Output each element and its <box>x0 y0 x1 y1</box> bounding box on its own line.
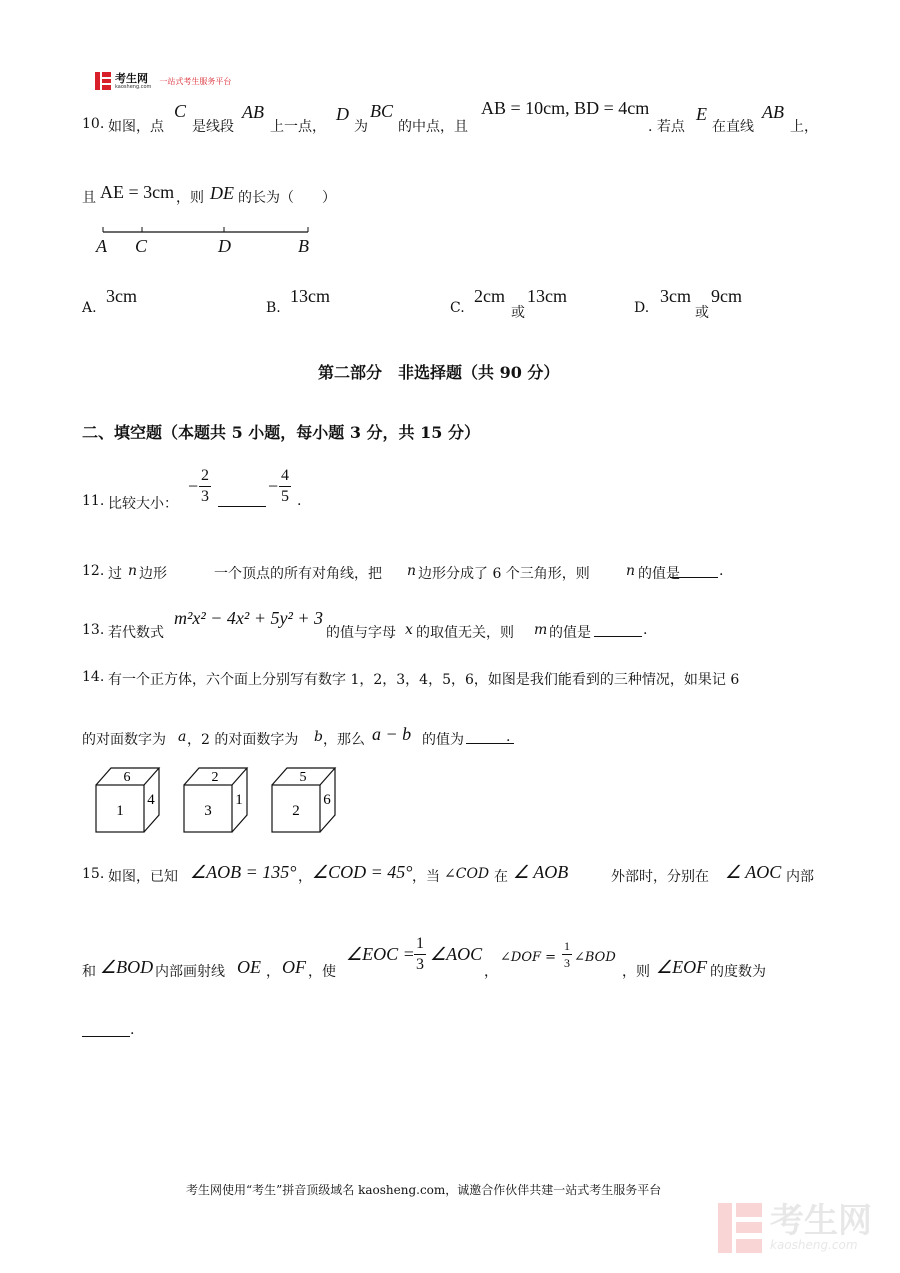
minus-sign: − <box>188 476 199 496</box>
option-value: 3cm <box>106 286 137 306</box>
numerator: 1 <box>564 939 570 953</box>
q15-math: ∠EOF <box>656 957 708 977</box>
part-title: 第二部分 非选择题（共 90 分） <box>318 363 560 382</box>
denominator: 3 <box>564 956 570 970</box>
point-label: A <box>96 236 107 256</box>
point-label: D <box>218 236 231 256</box>
q12-text: 边形分成了 6 个三角形，则 <box>418 566 590 582</box>
logo-url: kaosheng.com <box>115 83 152 90</box>
q10-text: 上， <box>790 119 818 135</box>
q15-math: ∠ AOB <box>513 862 569 882</box>
q15-text: ，使 <box>308 964 336 980</box>
q10-math: D <box>336 104 349 124</box>
q10-text: 的中点，且 <box>398 119 468 135</box>
q11-text: . <box>297 493 302 509</box>
option-letter: D. <box>634 300 650 316</box>
q10-math: AB <box>762 102 784 122</box>
q13-text: 的值是 <box>549 625 591 641</box>
cube-face-front: 2 <box>292 803 300 819</box>
q14-text: 有一个正方体，六个面上分别写有数字 1，2，3，4，5，6，如图是我们能看到的三种情况，如果记 6 <box>108 672 740 688</box>
denominator: 3 <box>201 488 209 505</box>
q10-text: 且 <box>82 190 96 206</box>
q11-text: 比较大小： <box>108 496 178 512</box>
q10-math: DE <box>210 183 234 203</box>
q10-text: 上一点， <box>270 119 326 135</box>
denominator: 5 <box>281 488 289 505</box>
q10-math: E <box>696 104 707 124</box>
numerator: 1 <box>414 934 426 955</box>
cube <box>271 766 341 836</box>
q14-text: ，那么 <box>323 732 365 748</box>
q15-text: 在 <box>494 869 508 885</box>
option-value: 3cm <box>660 286 691 306</box>
question-number: 13. <box>82 622 105 638</box>
numerator: 2 <box>199 466 211 487</box>
logo-icon <box>95 72 111 90</box>
watermark-name: 考生网 <box>770 1201 872 1241</box>
option-letter: B. <box>266 300 281 316</box>
q15-text: 外部时，分别在 <box>611 869 709 885</box>
q15-text: ，当 <box>412 869 440 885</box>
q15-math: ∠BOD <box>100 957 154 977</box>
q12-text: . <box>719 563 724 579</box>
q15-math: ∠AOC <box>430 944 483 964</box>
q10-text: 的长为（ ） <box>238 190 336 206</box>
fraction-one-third <box>414 934 426 975</box>
q10-math: C <box>174 101 187 121</box>
q15-math: ∠COD = 45° <box>312 862 413 882</box>
option-letter: C. <box>450 300 465 316</box>
denominator: 3 <box>416 956 424 973</box>
fraction-one-third <box>562 938 572 971</box>
q12-text: 过 <box>108 566 122 582</box>
q15-math: ∠COD <box>444 866 490 882</box>
fraction <box>279 466 291 507</box>
q10-math: BC <box>370 101 394 121</box>
q15-text: ， <box>266 964 280 980</box>
q10-equation: AE = 3cm <box>100 182 175 202</box>
option-or: 或 <box>695 305 709 321</box>
q10-text: 为 <box>354 119 368 135</box>
q12-math: n <box>128 563 138 579</box>
q10-equation: AB = 10cm, BD = 4cm <box>481 98 650 118</box>
q10-text: 是线段 <box>192 119 234 135</box>
q15-math: ∠DOF = <box>500 950 557 965</box>
q10-text: 在直线 <box>712 119 754 135</box>
q12-text: 一个顶点的所有对角线，把 <box>214 566 382 582</box>
cube-face-side: 1 <box>235 792 243 808</box>
cube-face-top: 2 <box>211 770 219 785</box>
logo-name: 考生网 <box>115 71 148 85</box>
q15-math: ∠ AOC <box>725 862 782 882</box>
q15-math: OF <box>282 957 306 977</box>
q15-math: ∠BOD <box>574 950 616 965</box>
answer-blank[interactable] <box>594 624 642 641</box>
q10-text: . 若点 <box>648 119 685 135</box>
q15-text: ，则 <box>622 964 650 980</box>
section-title: 二、填空题（本题共 5 小题，每小题 3 分，共 15 分） <box>82 423 480 442</box>
q15-text: 的度数为 <box>710 964 766 980</box>
q14-text: . <box>506 729 511 745</box>
q10-math: AB <box>242 102 264 122</box>
q15-text: 内部画射线 <box>155 964 225 980</box>
q13-text: . <box>643 622 648 638</box>
minus-sign: − <box>268 476 279 496</box>
q15-math: ∠AOB = 135° <box>190 862 297 882</box>
watermark-url: kaosheng.com <box>770 1238 858 1252</box>
cube <box>95 766 165 836</box>
q12-math: n <box>407 563 417 579</box>
watermark-logo <box>718 1203 872 1253</box>
q15-math: OE <box>237 957 261 977</box>
cube-face-front: 3 <box>204 803 212 819</box>
cube-face-side: 4 <box>147 792 155 808</box>
option-value: 13cm <box>290 286 330 306</box>
cube-face-side: 6 <box>323 792 331 808</box>
answer-blank[interactable] <box>670 565 718 582</box>
q15-math: ∠EOC = <box>346 944 415 964</box>
option-value: 13cm <box>527 286 567 306</box>
q12-math: n <box>626 563 636 579</box>
q14-math: a <box>178 729 187 745</box>
question-number: 12. <box>82 563 105 579</box>
q14-text: 的值为 <box>422 732 464 748</box>
question-number: 10. <box>82 116 105 132</box>
cube-face-front: 1 <box>116 803 124 819</box>
cube-face-top: 6 <box>123 770 131 785</box>
q15-text: . <box>130 1022 135 1038</box>
q10-text: 如图，点 <box>108 119 164 135</box>
q12-text: 的值是 <box>638 566 680 582</box>
question-number: 14. <box>82 669 105 685</box>
q14-math: b <box>314 729 323 745</box>
footer-text: 考生网使用“考生”拼音顶级域名 kaosheng.com，诚邀合作伙伴共建一站式考生服务平台 <box>186 1183 662 1197</box>
q15-text: 内部 <box>786 869 814 885</box>
q14-text: ，2 的对面数字为 <box>187 732 299 748</box>
q14-expression: a − b <box>372 724 412 744</box>
logo-slogan: 一站式考生服务平台 <box>159 76 232 86</box>
q13-expression: m²x² − 4x² + 5y² + 3 <box>174 608 323 628</box>
q15-text: ， <box>298 869 312 885</box>
fraction <box>199 466 211 507</box>
q15-text: 和 <box>82 964 96 980</box>
q15-text: 如图，已知 <box>108 869 178 885</box>
question-number: 11. <box>82 493 105 509</box>
q13-text: 的值与字母 <box>326 625 396 641</box>
segment-figure <box>96 224 316 238</box>
numerator: 4 <box>279 466 291 487</box>
question-number: 15. <box>82 866 105 882</box>
q13-math: m <box>534 622 548 638</box>
option-or: 或 <box>511 305 525 321</box>
answer-blank[interactable] <box>82 1024 130 1041</box>
answer-blank[interactable] <box>218 494 266 511</box>
option-letter: A. <box>82 300 97 316</box>
q10-text: ，则 <box>176 190 204 206</box>
q14-text: 的对面数字为 <box>82 732 166 748</box>
q13-text: 的取值无关，则 <box>416 625 514 641</box>
q13-math: x <box>405 622 413 638</box>
q15-text: ， <box>484 964 498 980</box>
point-label: B <box>298 236 309 256</box>
point-label: C <box>135 236 148 256</box>
q13-text: 若代数式 <box>108 625 164 641</box>
cube <box>183 766 253 836</box>
option-value: 9cm <box>711 286 742 306</box>
cube-face-top: 5 <box>299 770 307 785</box>
option-value: 2cm <box>474 286 505 306</box>
header-logo <box>95 72 231 90</box>
q12-text: 边形 <box>139 566 167 582</box>
logo-icon <box>718 1203 762 1253</box>
